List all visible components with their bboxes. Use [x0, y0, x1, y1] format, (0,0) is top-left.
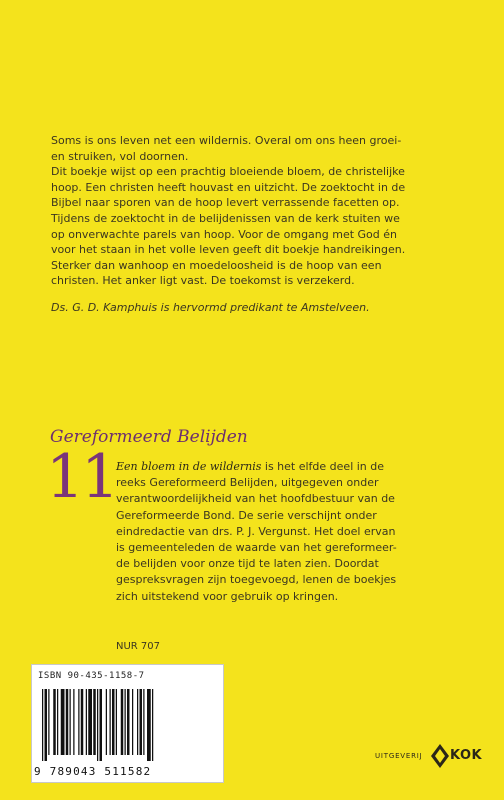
blurb-line: Sterker dan wanhoop en moedeloosheid is de hoop van een	[51, 258, 382, 272]
blurb-line: Tijdens de zoektocht in de belijdenissen van de kerk stuiten we	[51, 211, 400, 225]
barcode-bar	[147, 689, 151, 761]
barcode-bar	[61, 689, 65, 755]
blurb-text	[51, 133, 451, 289]
series-line: de belijden voor onze tijd te laten zien. Doordat	[116, 557, 379, 571]
barcode-bar	[45, 689, 48, 761]
barcode-bar	[137, 689, 138, 755]
nur-code: NUR 707	[116, 641, 161, 652]
barcode-bar	[106, 689, 107, 755]
barcode-bar	[70, 689, 71, 755]
barcode-bar	[121, 689, 124, 755]
barcode-bar	[88, 689, 92, 755]
blurb-line: op onverwachte parels van hoop. Voor de omgang met God én	[51, 227, 398, 241]
barcode-bar	[140, 689, 143, 755]
barcode-bar	[110, 689, 111, 755]
series-description	[116, 459, 446, 605]
barcode-bar	[73, 689, 74, 755]
blurb-line: en struiken, vol doornen.	[51, 149, 189, 163]
ean-digits: 9 789043 511582	[34, 765, 152, 778]
series-line: gespreksvragen zijn toegevoegd, lenen de boekjes	[116, 573, 397, 587]
barcode-bar	[132, 689, 133, 755]
series-line-first	[116, 459, 446, 475]
barcode-bar	[42, 689, 43, 761]
isbn-barcode	[31, 664, 224, 783]
series-line: is het elfde deel in de	[261, 460, 385, 473]
barcode-bar	[112, 689, 115, 755]
kok-logo-icon	[431, 744, 449, 768]
barcode-bar	[97, 689, 98, 761]
blurb-line: christen. Het anker ligt vast. De toekomst is verzekerd.	[51, 274, 355, 288]
blurb-line: Bijbel naar sporen van de hoop levert verrassende facetten op.	[51, 196, 400, 210]
series-line: zich uitstekend voor gebruik op kringen.	[116, 589, 339, 603]
blurb-line: hoop. Een christen heeft houvast en uitzicht. De zoektocht in de	[51, 180, 406, 194]
series-line: Gereformeerde Bond. De serie verschijnt onder	[116, 508, 377, 522]
series-line: eindredactie van drs. P. J. Vergunst. Het doel ervan	[116, 524, 396, 538]
barcode-bar	[127, 689, 130, 755]
blurb-line: Soms is ons leven net een wildernis. Overal om ons heen groei-	[51, 134, 402, 147]
series-line: is gemeenteleden de waarde van het gereformeer-	[116, 541, 397, 555]
barcode-bar	[53, 689, 56, 755]
blurb-line: voor het staan in het volle leven geeft dit boekje handreikingen.	[51, 243, 406, 257]
isbn-label: ISBN 90-435-1158-7	[38, 671, 145, 681]
publisher-prefix: UITGEVERIJ	[375, 752, 423, 760]
author-note: Ds. G. D. Kamphuis is hervormd predikant te Amstelveen.	[51, 301, 370, 314]
blurb-line: Dit boekje wijst op een prachtig bloeiende bloem, de christelijke	[51, 165, 405, 179]
series-number: 11	[46, 442, 117, 512]
book-title: Een bloem in de wildernis	[116, 460, 262, 473]
series-title: Gereformeerd Belijden	[50, 427, 248, 447]
barcode-bar	[152, 689, 153, 761]
barcode-bar	[78, 689, 79, 755]
barcode-bar	[57, 689, 58, 755]
barcode-bar	[48, 689, 49, 755]
barcode-bar	[125, 689, 126, 755]
series-line: verantwoordelijkheid van het hoofdbestuur van de	[116, 492, 395, 506]
barcode-bar	[143, 689, 144, 755]
series-line: reeks Gereformeerd Belijden, uitgegeven onder	[116, 476, 379, 490]
barcode-bar	[81, 689, 84, 755]
publisher-name: KOK	[450, 748, 483, 763]
barcode-bar	[100, 689, 103, 761]
barcode-bar	[116, 689, 117, 755]
barcode-bar	[66, 689, 69, 755]
barcode-bar	[93, 689, 96, 755]
barcode-bar	[86, 689, 87, 755]
barcode-bars	[40, 689, 215, 761]
